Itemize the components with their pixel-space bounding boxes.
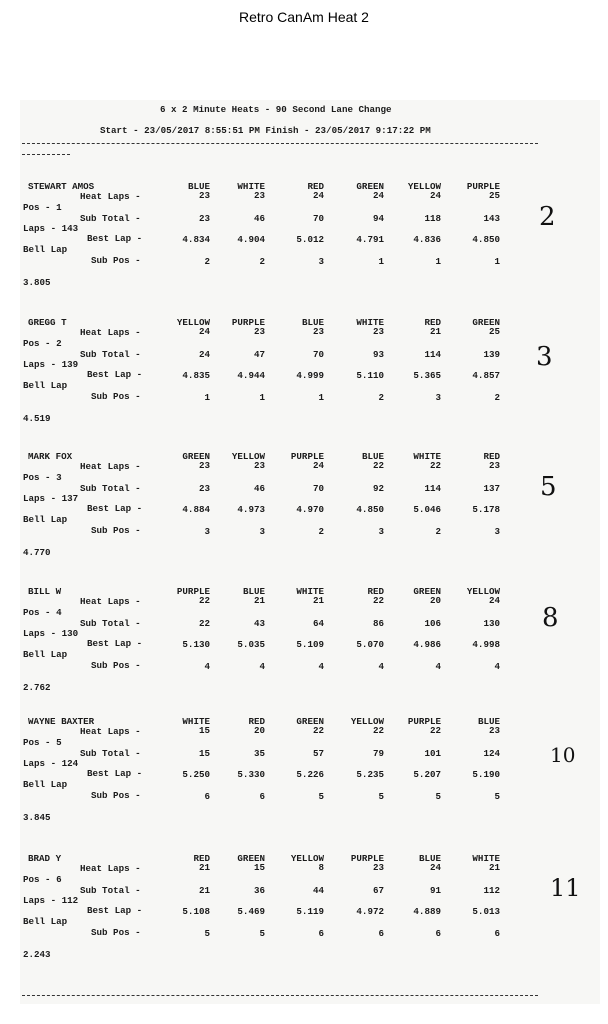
sub-pos-cell: 5 bbox=[494, 791, 500, 802]
heat-laps-cell: 22 bbox=[312, 725, 324, 736]
lane-name: RED bbox=[424, 317, 441, 328]
sub-pos-cell: 6 bbox=[318, 928, 324, 939]
bell-lap-label: Bell Lap bbox=[23, 244, 68, 255]
best-lap-cell: 4.884 bbox=[182, 504, 210, 515]
sub-pos-cell: 1 bbox=[204, 392, 210, 403]
sub-total-cell: 24 bbox=[198, 349, 210, 360]
sub-pos-cell: 5 bbox=[435, 791, 441, 802]
best-lap-cell: 5.035 bbox=[237, 639, 265, 650]
best-lap-cell: 5.178 bbox=[472, 504, 500, 515]
laps-total-text: Laps - 143 bbox=[23, 223, 79, 234]
sub-total-cell: 93 bbox=[372, 349, 384, 360]
heat-laps-cell: 15 bbox=[198, 725, 210, 736]
lane-name: YELLOW bbox=[350, 716, 384, 727]
sub-pos-cell: 4 bbox=[435, 661, 441, 672]
lane-name: YELLOW bbox=[290, 853, 324, 864]
laps-total-text: Laps - 137 bbox=[23, 493, 79, 504]
lane-name: GREEN bbox=[472, 317, 500, 328]
scanned-results-sheet bbox=[20, 100, 600, 1004]
sub-total-cell: 101 bbox=[424, 748, 441, 759]
driver-block bbox=[20, 854, 600, 974]
best-lap-cell: 5.108 bbox=[182, 906, 210, 917]
lane-name: RED bbox=[367, 586, 384, 597]
sub-pos-cell: 2 bbox=[378, 392, 384, 403]
lane-name: BLUE bbox=[242, 586, 265, 597]
driver-name: BILL W bbox=[28, 586, 62, 597]
lane-name: WHITE bbox=[472, 853, 500, 864]
bell-lap-value: 4.770 bbox=[23, 547, 51, 558]
position-text: Pos - 4 bbox=[23, 607, 62, 618]
bell-lap-label: Bell Lap bbox=[23, 514, 68, 525]
heat-laps-label: Heat Laps - bbox=[80, 726, 141, 737]
heat-laps-cell: 21 bbox=[429, 326, 441, 337]
sub-total-cell: 86 bbox=[372, 618, 384, 629]
best-lap-cell: 5.330 bbox=[237, 769, 265, 780]
lane-name: BLUE bbox=[301, 317, 324, 328]
sub-total-cell: 47 bbox=[253, 349, 265, 360]
sub-total-cell: 124 bbox=[483, 748, 500, 759]
sub-total-label: Sub Total - bbox=[80, 748, 141, 759]
lane-name: BLUE bbox=[477, 716, 500, 727]
sub-pos-cell: 6 bbox=[204, 791, 210, 802]
sub-pos-cell: 5 bbox=[204, 928, 210, 939]
lane-name: PURPLE bbox=[466, 181, 500, 192]
sub-total-cell: 112 bbox=[483, 885, 500, 896]
sub-total-cell: 70 bbox=[312, 349, 324, 360]
best-lap-cell: 5.207 bbox=[413, 769, 441, 780]
best-lap-cell: 5.130 bbox=[182, 639, 210, 650]
heat-laps-cell: 22 bbox=[372, 725, 384, 736]
heat-laps-cell: 21 bbox=[198, 862, 210, 873]
position-text: Pos - 5 bbox=[23, 737, 62, 748]
sub-pos-cell: 3 bbox=[378, 526, 384, 537]
sub-total-cell: 35 bbox=[253, 748, 265, 759]
best-lap-cell: 4.889 bbox=[413, 906, 441, 917]
lane-name: YELLOW bbox=[407, 181, 441, 192]
best-lap-cell: 5.012 bbox=[296, 234, 324, 245]
bell-lap-value: 3.845 bbox=[23, 812, 51, 823]
heat-format-line: 6 x 2 Minute Heats - 90 Second Lane Change bbox=[160, 104, 392, 115]
sub-pos-cell: 2 bbox=[259, 256, 265, 267]
position-text: Pos - 1 bbox=[23, 202, 62, 213]
sub-pos-label: Sub Pos - bbox=[91, 255, 141, 266]
sub-total-cell: 46 bbox=[253, 213, 265, 224]
lane-name: PURPLE bbox=[176, 586, 210, 597]
sub-total-cell: 79 bbox=[372, 748, 384, 759]
bell-lap-label: Bell Lap bbox=[23, 779, 68, 790]
sub-pos-cell: 5 bbox=[318, 791, 324, 802]
handwritten-number: 2 bbox=[539, 202, 556, 232]
lane-name: PURPLE bbox=[290, 451, 324, 462]
best-lap-label: Best Lap - bbox=[87, 768, 143, 779]
heat-laps-cell: 23 bbox=[372, 326, 384, 337]
sub-total-cell: 143 bbox=[483, 213, 500, 224]
position-text: Pos - 2 bbox=[23, 338, 62, 349]
divider-top-short bbox=[22, 154, 70, 155]
best-lap-cell: 4.970 bbox=[296, 504, 324, 515]
sub-pos-label: Sub Pos - bbox=[91, 927, 141, 938]
lane-name: RED bbox=[483, 451, 500, 462]
sub-pos-cell: 6 bbox=[494, 928, 500, 939]
sub-pos-cell: 3 bbox=[204, 526, 210, 537]
sub-total-cell: 137 bbox=[483, 483, 500, 494]
driver-block bbox=[20, 587, 600, 707]
lane-name: BLUE bbox=[418, 853, 441, 864]
driver-name: BRAD Y bbox=[28, 853, 62, 864]
sub-pos-cell: 4 bbox=[378, 661, 384, 672]
best-lap-cell: 5.190 bbox=[472, 769, 500, 780]
bell-lap-value: 2.243 bbox=[23, 949, 51, 960]
driver-name: MARK FOX bbox=[28, 451, 73, 462]
heat-laps-cell: 22 bbox=[429, 460, 441, 471]
sub-total-cell: 64 bbox=[312, 618, 324, 629]
sub-pos-cell: 4 bbox=[318, 661, 324, 672]
lane-name: PURPLE bbox=[231, 317, 265, 328]
heat-laps-cell: 23 bbox=[488, 460, 500, 471]
sub-total-cell: 70 bbox=[312, 483, 324, 494]
laps-total-text: Laps - 124 bbox=[23, 758, 79, 769]
sub-total-cell: 36 bbox=[253, 885, 265, 896]
heat-laps-cell: 15 bbox=[253, 862, 265, 873]
heat-laps-cell: 23 bbox=[253, 190, 265, 201]
best-lap-label: Best Lap - bbox=[87, 503, 143, 514]
heat-laps-cell: 20 bbox=[253, 725, 265, 736]
best-lap-cell: 5.235 bbox=[356, 769, 384, 780]
bell-lap-label: Bell Lap bbox=[23, 380, 68, 391]
sub-total-cell: 118 bbox=[424, 213, 441, 224]
sub-pos-cell: 4 bbox=[204, 661, 210, 672]
sub-total-cell: 23 bbox=[198, 213, 210, 224]
heat-laps-cell: 24 bbox=[312, 460, 324, 471]
lane-name: BLUE bbox=[361, 451, 384, 462]
sub-pos-cell: 1 bbox=[259, 392, 265, 403]
sub-total-cell: 130 bbox=[483, 618, 500, 629]
best-lap-cell: 5.119 bbox=[296, 906, 324, 917]
sub-pos-cell: 1 bbox=[318, 392, 324, 403]
position-text: Pos - 6 bbox=[23, 874, 62, 885]
best-lap-cell: 4.904 bbox=[237, 234, 265, 245]
best-lap-cell: 5.013 bbox=[472, 906, 500, 917]
heat-laps-cell: 22 bbox=[429, 725, 441, 736]
lane-name: YELLOW bbox=[231, 451, 265, 462]
best-lap-cell: 5.109 bbox=[296, 639, 324, 650]
heat-laps-cell: 21 bbox=[312, 595, 324, 606]
sub-pos-cell: 2 bbox=[204, 256, 210, 267]
heat-laps-cell: 25 bbox=[488, 326, 500, 337]
lane-name: WHITE bbox=[413, 451, 441, 462]
heat-laps-cell: 21 bbox=[488, 862, 500, 873]
heat-laps-cell: 8 bbox=[318, 862, 324, 873]
bell-lap-label: Bell Lap bbox=[23, 916, 68, 927]
heat-laps-cell: 23 bbox=[198, 190, 210, 201]
sub-pos-cell: 2 bbox=[494, 392, 500, 403]
start-finish-line: Start - 23/05/2017 8:55:51 PM Finish - 23/05/2017 9:17:22 PM bbox=[100, 125, 431, 136]
sub-total-cell: 114 bbox=[424, 483, 441, 494]
sub-pos-cell: 4 bbox=[494, 661, 500, 672]
sub-total-cell: 114 bbox=[424, 349, 441, 360]
laps-total-text: Laps - 139 bbox=[23, 359, 79, 370]
sub-total-label: Sub Total - bbox=[80, 885, 141, 896]
sub-pos-cell: 1 bbox=[378, 256, 384, 267]
heat-laps-label: Heat Laps - bbox=[80, 191, 141, 202]
best-lap-cell: 4.973 bbox=[237, 504, 265, 515]
sub-pos-cell: 5 bbox=[259, 928, 265, 939]
sub-pos-cell: 4 bbox=[259, 661, 265, 672]
sub-total-cell: 23 bbox=[198, 483, 210, 494]
heat-laps-cell: 23 bbox=[198, 460, 210, 471]
heat-laps-cell: 24 bbox=[429, 862, 441, 873]
best-lap-cell: 5.365 bbox=[413, 370, 441, 381]
heat-laps-cell: 22 bbox=[372, 595, 384, 606]
sub-pos-cell: 6 bbox=[378, 928, 384, 939]
sub-total-cell: 91 bbox=[429, 885, 441, 896]
best-lap-cell: 4.857 bbox=[472, 370, 500, 381]
sub-pos-cell: 1 bbox=[435, 256, 441, 267]
driver-name: STEWART AMOS bbox=[28, 181, 95, 192]
heat-laps-cell: 25 bbox=[488, 190, 500, 201]
divider-bottom bbox=[22, 995, 538, 996]
driver-name: WAYNE BAXTER bbox=[28, 716, 95, 727]
sub-pos-cell: 5 bbox=[378, 791, 384, 802]
lane-name: RED bbox=[307, 181, 324, 192]
handwritten-number: 3 bbox=[536, 342, 553, 372]
sub-total-cell: 139 bbox=[483, 349, 500, 360]
lane-name: RED bbox=[193, 853, 210, 864]
sub-total-cell: 57 bbox=[312, 748, 324, 759]
bell-lap-value: 4.519 bbox=[23, 413, 51, 424]
bell-lap-label: Bell Lap bbox=[23, 649, 68, 660]
bell-lap-value: 2.762 bbox=[23, 682, 51, 693]
heat-laps-label: Heat Laps - bbox=[80, 461, 141, 472]
best-lap-cell: 4.850 bbox=[472, 234, 500, 245]
lane-name: WHITE bbox=[356, 317, 384, 328]
lane-name: GREEN bbox=[237, 853, 265, 864]
heat-laps-cell: 24 bbox=[372, 190, 384, 201]
best-lap-label: Best Lap - bbox=[87, 638, 143, 649]
best-lap-cell: 4.972 bbox=[356, 906, 384, 917]
sub-total-label: Sub Total - bbox=[80, 213, 141, 224]
sub-pos-label: Sub Pos - bbox=[91, 525, 141, 536]
lane-name: WHITE bbox=[182, 716, 210, 727]
lane-name: GREEN bbox=[413, 586, 441, 597]
best-lap-cell: 5.110 bbox=[356, 370, 384, 381]
sub-pos-cell: 3 bbox=[435, 392, 441, 403]
lane-name: BLUE bbox=[187, 181, 210, 192]
sub-pos-cell: 3 bbox=[494, 526, 500, 537]
lane-name: YELLOW bbox=[176, 317, 210, 328]
heat-laps-cell: 20 bbox=[429, 595, 441, 606]
heat-laps-cell: 23 bbox=[253, 326, 265, 337]
lane-name: WHITE bbox=[296, 586, 324, 597]
best-lap-cell: 4.999 bbox=[296, 370, 324, 381]
sub-pos-cell: 3 bbox=[259, 526, 265, 537]
heat-laps-cell: 23 bbox=[488, 725, 500, 736]
sub-pos-label: Sub Pos - bbox=[91, 660, 141, 671]
lane-name: RED bbox=[248, 716, 265, 727]
best-lap-cell: 4.835 bbox=[182, 370, 210, 381]
heat-laps-cell: 22 bbox=[198, 595, 210, 606]
sub-total-cell: 67 bbox=[372, 885, 384, 896]
page-title: Retro CanAm Heat 2 bbox=[239, 9, 369, 25]
sub-pos-cell: 2 bbox=[435, 526, 441, 537]
heat-laps-cell: 24 bbox=[198, 326, 210, 337]
driver-block bbox=[20, 717, 600, 837]
driver-block bbox=[20, 318, 600, 438]
sub-total-label: Sub Total - bbox=[80, 349, 141, 360]
lane-name: PURPLE bbox=[350, 853, 384, 864]
handwritten-number: 5 bbox=[540, 472, 557, 502]
laps-total-text: Laps - 112 bbox=[23, 895, 79, 906]
sub-pos-cell: 6 bbox=[259, 791, 265, 802]
best-lap-cell: 5.469 bbox=[237, 906, 265, 917]
best-lap-cell: 5.070 bbox=[356, 639, 384, 650]
best-lap-cell: 4.836 bbox=[413, 234, 441, 245]
bell-lap-value: 3.805 bbox=[23, 277, 51, 288]
sub-total-cell: 15 bbox=[198, 748, 210, 759]
sub-total-cell: 92 bbox=[372, 483, 384, 494]
heat-laps-cell: 24 bbox=[429, 190, 441, 201]
sub-total-cell: 70 bbox=[312, 213, 324, 224]
lane-name: GREEN bbox=[296, 716, 324, 727]
sub-pos-label: Sub Pos - bbox=[91, 391, 141, 402]
sub-total-cell: 94 bbox=[372, 213, 384, 224]
sub-total-cell: 106 bbox=[424, 618, 441, 629]
sub-total-label: Sub Total - bbox=[80, 483, 141, 494]
best-lap-cell: 4.791 bbox=[356, 234, 384, 245]
sub-total-cell: 44 bbox=[312, 885, 324, 896]
lane-name: GREEN bbox=[356, 181, 384, 192]
best-lap-label: Best Lap - bbox=[87, 905, 143, 916]
heat-laps-cell: 24 bbox=[488, 595, 500, 606]
heat-laps-cell: 22 bbox=[372, 460, 384, 471]
lane-name: PURPLE bbox=[407, 716, 441, 727]
best-lap-cell: 5.250 bbox=[182, 769, 210, 780]
position-text: Pos - 3 bbox=[23, 472, 62, 483]
best-lap-cell: 4.998 bbox=[472, 639, 500, 650]
divider-top bbox=[22, 143, 538, 144]
heat-laps-cell: 23 bbox=[253, 460, 265, 471]
driver-block bbox=[20, 452, 600, 572]
heat-laps-cell: 23 bbox=[312, 326, 324, 337]
handwritten-number: 8 bbox=[542, 603, 559, 633]
lane-name: GREEN bbox=[182, 451, 210, 462]
sub-total-cell: 22 bbox=[198, 618, 210, 629]
heat-laps-cell: 21 bbox=[253, 595, 265, 606]
handwritten-number: 10 bbox=[550, 743, 576, 767]
heat-laps-cell: 24 bbox=[312, 190, 324, 201]
sub-total-label: Sub Total - bbox=[80, 618, 141, 629]
best-lap-cell: 4.944 bbox=[237, 370, 265, 381]
lane-name: WHITE bbox=[237, 181, 265, 192]
best-lap-cell: 5.046 bbox=[413, 504, 441, 515]
sub-pos-label: Sub Pos - bbox=[91, 790, 141, 801]
best-lap-label: Best Lap - bbox=[87, 233, 143, 244]
sub-total-cell: 43 bbox=[253, 618, 265, 629]
handwritten-number: 11 bbox=[550, 874, 581, 902]
heat-laps-label: Heat Laps - bbox=[80, 863, 141, 874]
laps-total-text: Laps - 130 bbox=[23, 628, 79, 639]
best-lap-cell: 4.850 bbox=[356, 504, 384, 515]
best-lap-cell: 5.226 bbox=[296, 769, 324, 780]
sub-pos-cell: 1 bbox=[494, 256, 500, 267]
driver-name: GREGG T bbox=[28, 317, 67, 328]
best-lap-cell: 4.986 bbox=[413, 639, 441, 650]
lane-name: YELLOW bbox=[466, 586, 500, 597]
heat-laps-cell: 23 bbox=[372, 862, 384, 873]
sub-pos-cell: 3 bbox=[318, 256, 324, 267]
sub-total-cell: 46 bbox=[253, 483, 265, 494]
driver-block bbox=[20, 182, 600, 302]
sub-total-cell: 21 bbox=[198, 885, 210, 896]
best-lap-cell: 4.834 bbox=[182, 234, 210, 245]
sub-pos-cell: 2 bbox=[318, 526, 324, 537]
heat-laps-label: Heat Laps - bbox=[80, 596, 141, 607]
sub-pos-cell: 6 bbox=[435, 928, 441, 939]
heat-laps-label: Heat Laps - bbox=[80, 327, 141, 338]
best-lap-label: Best Lap - bbox=[87, 369, 143, 380]
